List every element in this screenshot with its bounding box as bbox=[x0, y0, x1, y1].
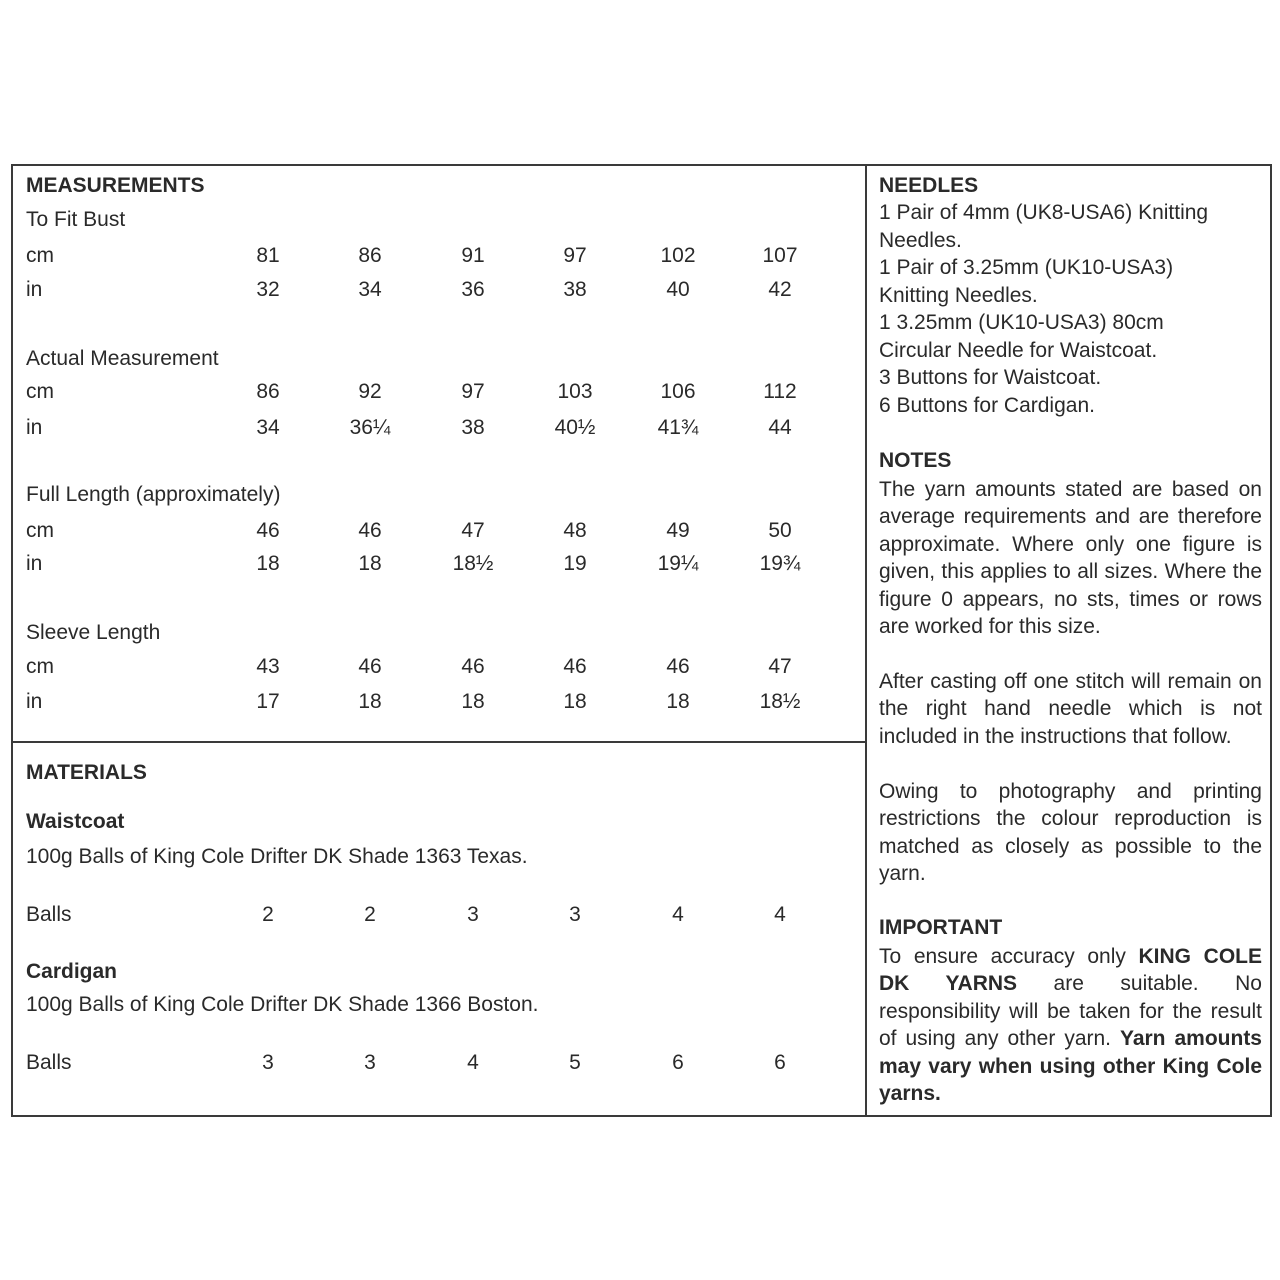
measurement-value: 86 bbox=[256, 380, 280, 403]
measurement-value: 97 bbox=[563, 244, 587, 267]
needles-line: 3 Buttons for Waistcoat. bbox=[879, 366, 1102, 389]
group-label-bust: To Fit Bust bbox=[26, 208, 126, 231]
needles-heading: NEEDLES bbox=[879, 174, 979, 197]
needles-line: 1 3.25mm (UK10-USA3) 80cm bbox=[879, 311, 1164, 334]
group-label-actual: Actual Measurement bbox=[26, 347, 219, 370]
measurement-value: 43 bbox=[256, 655, 280, 678]
important-paragraph bbox=[879, 943, 1262, 1107]
balls-value: 3 bbox=[467, 903, 479, 926]
column-divider bbox=[865, 164, 867, 1117]
measurement-value: 42 bbox=[768, 278, 792, 301]
balls-label: Balls bbox=[26, 1051, 72, 1074]
measurement-value: 19 bbox=[563, 552, 587, 575]
measurement-value: 38 bbox=[461, 416, 485, 439]
notes-paragraph: Owing to photography and printing restrictions the colour reproduction is matched as closely as possible to the yarn. bbox=[879, 780, 1262, 886]
group-label-sleeve: Sleeve Length bbox=[26, 621, 161, 644]
balls-value: 6 bbox=[774, 1051, 786, 1074]
needles-line: Knitting Needles. bbox=[879, 284, 1038, 307]
measurement-value: 34 bbox=[256, 416, 280, 439]
balls-value: 4 bbox=[672, 903, 684, 926]
measurement-value: 18 bbox=[358, 552, 382, 575]
measurement-value: 18 bbox=[358, 690, 382, 713]
balls-value: 3 bbox=[364, 1051, 376, 1074]
measurement-value: 48 bbox=[563, 519, 587, 542]
measurement-value: 44 bbox=[768, 416, 792, 439]
measurement-value: 91 bbox=[461, 244, 485, 267]
balls-value: 2 bbox=[364, 903, 376, 926]
needles-line: 6 Buttons for Cardigan. bbox=[879, 394, 1095, 417]
important-text: To ensure accuracy only bbox=[879, 945, 1139, 968]
notes-paragraph: The yarn amounts stated are based on average requirements and are therefore approximate. Where only one figure is given, this applies to all sizes. Where the figure 0 appears, no sts, times or rows are worked for this size. bbox=[879, 478, 1262, 639]
measurement-value: 34 bbox=[358, 278, 382, 301]
balls-value: 4 bbox=[467, 1051, 479, 1074]
waistcoat-yarn: 100g Balls of King Cole Drifter DK Shade 1363 Texas. bbox=[26, 845, 528, 868]
balls-value: 2 bbox=[262, 903, 274, 926]
notes-heading: NOTES bbox=[879, 449, 952, 472]
measurement-value: 18 bbox=[666, 690, 690, 713]
materials-heading: MATERIALS bbox=[26, 761, 147, 784]
measurement-value: 46 bbox=[666, 655, 690, 678]
measurement-value: 103 bbox=[557, 380, 593, 403]
measurement-value: 50 bbox=[768, 519, 792, 542]
measurement-value: 106 bbox=[660, 380, 696, 403]
measurement-value: 18½ bbox=[452, 552, 494, 575]
balls-value: 5 bbox=[569, 1051, 581, 1074]
balls-value: 6 bbox=[672, 1051, 684, 1074]
measurement-value: 47 bbox=[768, 655, 792, 678]
measurement-value: 18 bbox=[563, 690, 587, 713]
measurement-value: 86 bbox=[358, 244, 382, 267]
cardigan-yarn: 100g Balls of King Cole Drifter DK Shade 1366 Boston. bbox=[26, 993, 539, 1016]
needles-line: 1 Pair of 4mm (UK8-USA6) Knitting bbox=[879, 201, 1209, 224]
balls-label: Balls bbox=[26, 903, 72, 926]
measurement-value: 49 bbox=[666, 519, 690, 542]
measurement-value: 41¾ bbox=[657, 416, 699, 439]
unit-label: cm bbox=[26, 519, 54, 542]
needles-line: Circular Needle for Waistcoat. bbox=[879, 339, 1158, 362]
needles-line: 1 Pair of 3.25mm (UK10-USA3) bbox=[879, 256, 1174, 279]
measurement-value: 40 bbox=[666, 278, 690, 301]
measurement-value: 19¼ bbox=[657, 552, 699, 575]
measurement-value: 47 bbox=[461, 519, 485, 542]
measurement-value: 46 bbox=[358, 519, 382, 542]
measurement-value: 46 bbox=[358, 655, 382, 678]
notes-paragraph: After casting off one stitch will remain on the right hand needle which is not included in the instructions that follow. bbox=[879, 670, 1262, 748]
measurement-value: 38 bbox=[563, 278, 587, 301]
important-heading: IMPORTANT bbox=[879, 916, 1003, 939]
measurement-value: 102 bbox=[660, 244, 696, 267]
waistcoat-title: Waistcoat bbox=[26, 810, 125, 833]
unit-label: cm bbox=[26, 380, 54, 403]
measurement-value: 112 bbox=[763, 380, 797, 403]
group-label-length: Full Length (approximately) bbox=[26, 483, 281, 506]
unit-label: in bbox=[26, 690, 43, 713]
measurement-value: 46 bbox=[461, 655, 485, 678]
unit-label: in bbox=[26, 278, 43, 301]
measurement-value: 18½ bbox=[759, 690, 801, 713]
balls-value: 4 bbox=[774, 903, 786, 926]
measurement-value: 107 bbox=[762, 244, 798, 267]
measurement-value: 81 bbox=[256, 244, 280, 267]
unit-label: cm bbox=[26, 655, 54, 678]
unit-label: in bbox=[26, 552, 43, 575]
measurement-value: 32 bbox=[256, 278, 280, 301]
section-divider bbox=[11, 741, 867, 743]
cardigan-title: Cardigan bbox=[26, 960, 118, 983]
important-brand: KING COLE DK YARNS bbox=[879, 945, 1262, 996]
important-warning: Yarn amounts may vary when using other King Cole yarns. bbox=[879, 1027, 1262, 1106]
measurement-value: 46 bbox=[563, 655, 587, 678]
measurement-value: 40½ bbox=[554, 416, 596, 439]
needles-line: Needles. bbox=[879, 229, 962, 252]
unit-label: cm bbox=[26, 244, 54, 267]
balls-value: 3 bbox=[569, 903, 581, 926]
important-text: are suitable. No responsibility will be taken for the result of using any other yarn. bbox=[879, 972, 1262, 1051]
measurement-value: 36 bbox=[461, 278, 485, 301]
unit-label: in bbox=[26, 416, 43, 439]
measurement-value: 46 bbox=[256, 519, 280, 542]
measurement-value: 18 bbox=[256, 552, 280, 575]
measurement-value: 17 bbox=[256, 690, 280, 713]
measurement-value: 36¼ bbox=[349, 416, 391, 439]
measurements-heading: MEASUREMENTS bbox=[26, 174, 205, 197]
measurement-value: 18 bbox=[461, 690, 485, 713]
measurement-value: 92 bbox=[358, 380, 382, 403]
measurement-value: 97 bbox=[461, 380, 485, 403]
balls-value: 3 bbox=[262, 1051, 274, 1074]
measurement-value: 19¾ bbox=[759, 552, 801, 575]
